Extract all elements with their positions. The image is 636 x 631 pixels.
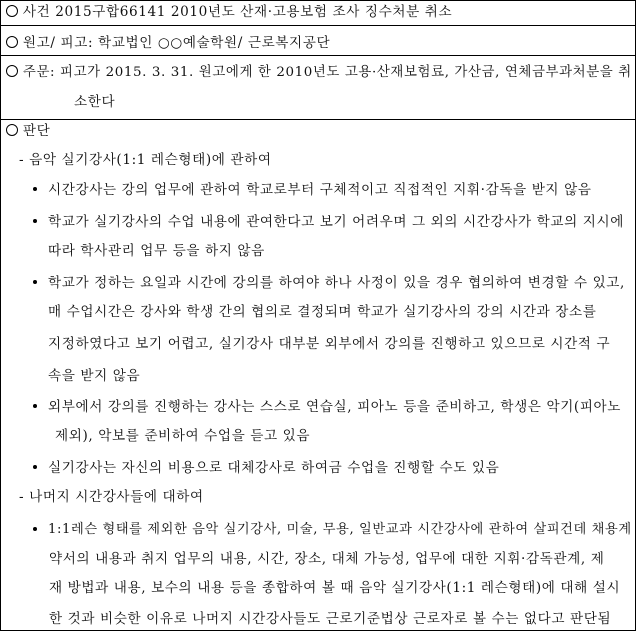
section2-bullet-1-line-3: 재 방법과 내용, 보수의 내용 등을 종합하여 볼 때 음악 실기강사(1:1 레슨형태)에 대해 설시 <box>49 580 621 596</box>
order-line-1: 피고가 2015. 3. 31. 원고에게 한 2010년도 고용·산재보험료, 가산금, 연체금부과처분을 취 <box>60 65 632 80</box>
bullet-icon <box>33 213 37 231</box>
section1-bullet-3-line-4: 속을 받지 않음 <box>48 368 141 384</box>
section1-bullet-4-line-1: 외부에서 강의를 진행하는 강사는 스스로 연습실, 피아노 등을 준비하고, 학생은 악기(피아노 <box>48 399 622 415</box>
bullet-icon <box>33 521 37 539</box>
circle-marker-icon <box>6 65 18 77</box>
section1-bullet-3-line-1: 학교가 정하는 요일과 시간에 강의를 하여야 하나 사정이 있을 경우 협의하여 변경할 수 있고, <box>48 275 625 291</box>
circle-marker-icon <box>6 36 18 48</box>
case-row <box>6 3 452 21</box>
circle-marker-icon <box>6 5 18 17</box>
parties-text: 원고/ 피고: 학교법인 ○○예술학원/ 근로복지공단 <box>22 35 331 51</box>
section1-bullet-2-line-2: 따라 학사관리 업무 등을 하지 않음 <box>48 243 265 259</box>
section1-bullet-1-line-1: 시간강사는 강의 업무에 관하여 학교로부터 구체적이고 직접적인 지휘·감독을 받지 않음 <box>48 182 592 198</box>
section2-bullet-1-line-4: 한 것과 비슷한 이유로 나머지 시간강사들도 근로기준법상 근로자로 볼 수는 없다고 판단됨 <box>49 611 612 627</box>
order-line-2: 소한다 <box>74 94 116 110</box>
section1-bullet-5-line-1: 실기강사는 자신의 비용으로 대체강사로 하여금 수업을 진행할 수도 있음 <box>48 460 500 476</box>
section2-heading: - 나머지 시간강사들에 대하여 <box>19 489 204 505</box>
row-divider <box>1 119 635 120</box>
judgment-title: 판단 <box>22 123 51 139</box>
bullet-icon <box>33 181 37 199</box>
order-label: 주문: <box>22 65 56 80</box>
circle-marker-icon <box>6 124 18 136</box>
row-divider <box>1 25 635 26</box>
section1-heading: - 음악 실기강사(1:1 레슨형태)에 관하여 <box>19 152 272 168</box>
section1-bullet-2-line-1: 학교가 실기강사의 수업 내용에 관여한다고 보기 어려우며 그 외의 시간강사가 학교의 지시에 <box>48 214 624 230</box>
section2-bullet-1-line-1: 1:1레슨 형태를 제외한 음악 실기강사, 미술, 무용, 일반교과 시간강사에 관하여 살피건데 채용계 <box>48 522 632 537</box>
section1-bullet-4-line-2: 제외), 악보를 준비하여 수업을 듣고 있음 <box>55 428 311 444</box>
parties-row <box>6 34 330 52</box>
bullet-icon <box>33 459 37 477</box>
bullet-icon <box>33 274 37 292</box>
order-row <box>6 64 632 82</box>
section1-bullet-3-line-2: 매 수업시간은 강사와 학생 간의 협의로 결정되며 학교가 실기강사의 강의 시간과 장소를 <box>48 304 597 320</box>
judgment-row <box>6 122 50 140</box>
section2-bullet-1-line-2: 약서의 내용과 취지 업무의 내용, 시간, 장소, 대체 가능성, 업무에 대한 지휘·감독관계, 제 <box>49 551 605 567</box>
case-text: 사건 2015구합66141 2010년도 산재·고용보험 조사 징수처분 취소 <box>22 4 453 20</box>
row-divider <box>1 55 635 56</box>
bullet-icon <box>33 398 37 416</box>
section1-bullet-3-line-3: 지정하였다고 보기 어렵고, 실기강사 대부분 외부에서 강의를 진행하고 있으므로 시간적 구 <box>48 336 611 352</box>
